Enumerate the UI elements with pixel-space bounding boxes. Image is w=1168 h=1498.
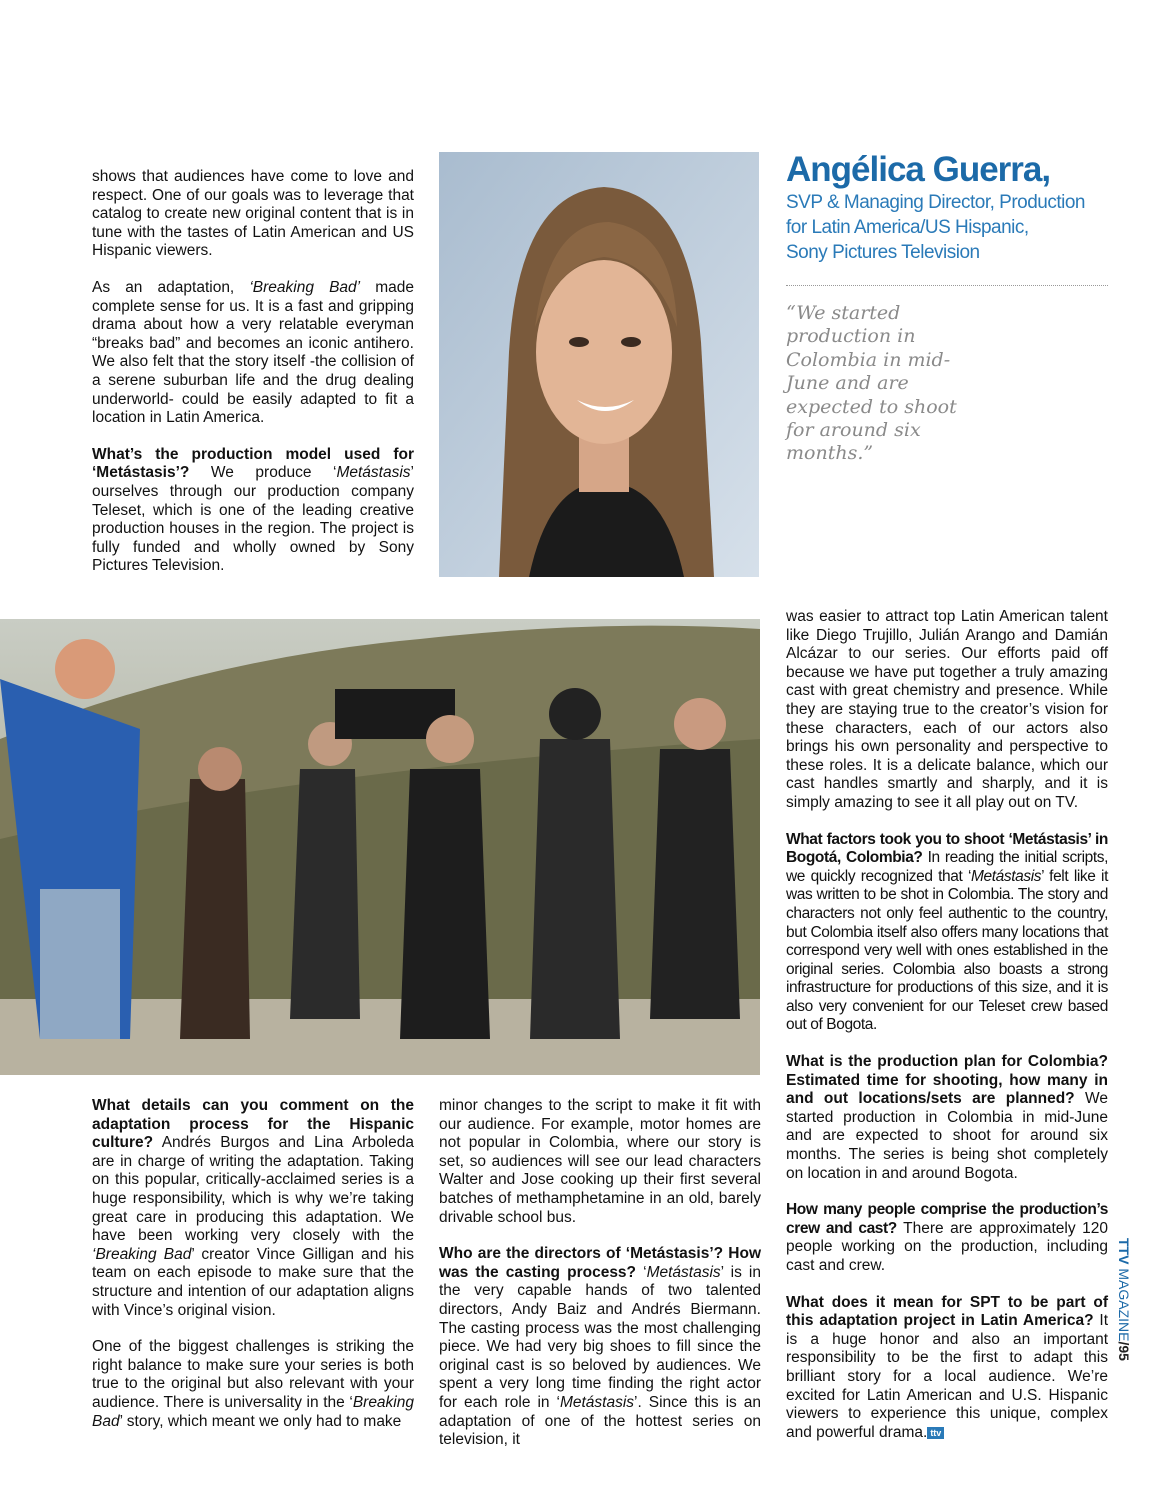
folio-magazine: MAGAZINE: [1116, 1264, 1132, 1342]
qa-spt: What does it mean for SPT to be part of this adaptation project in Latin America? It is a huge honor and also an important responsibility to be the first to adapt this brilliant story for a local audience. We’re excited for Latin American and U.S. Hispanic viewers to experience this unique, complex and powerful drama. ttv: [786, 1293, 1108, 1441]
profile-role-line: Sony Pictures Television: [786, 242, 980, 263]
profile-role-line: for Latin America/US Hispanic,: [786, 217, 1029, 238]
intro-paragraph-2: As an adaptation, ‘Breaking Bad’ made complete sense for us. It is a fast and gripping drama about how a very relatable everyman “breaks bad” and becomes an iconic antihero. We also felt that the story itself -the collision of a serene suburban life and the drug dealing underworld- could be easily adapted to fit a location in Latin America.: [92, 278, 414, 427]
intro-qa-1: What’s the production model used for ‘Metástasis’? We produce ‘Metástasis’ ourselves through our production company Teleset, which is one of the leading creative production houses in the region. The project is fully funded and wholly owned by Sony Pictures Television.: [92, 445, 414, 575]
page-folio: [1116, 1238, 1132, 1361]
end-mark-logo: ttv: [927, 1427, 944, 1439]
bottom-column-2: [439, 1097, 761, 1468]
qa-directors: Who are the directors of ‘Metástasis’? How was the casting process? ‘Metástasis’ is in the very capable hands of two talented directors, Andy Baiz and Andrés Biermann. The casting process was the most challenging piece. We had very big shoes to fill since the original cast is so beloved by audiences. We spent a very long time finding the right actor for each role in ‘Metástasis’. Since this is an adaptation of one of the hottest series on television, it: [439, 1245, 761, 1449]
paragraph-balance: One of the biggest challenges is striking the right balance to make sure your series is both true to the original but also relevant with your audience. There is universality in the ‘Breaking Bad’ story, which meant we only had to make: [92, 1338, 414, 1430]
portrait-illustration: [439, 152, 759, 577]
pull-quote: “We started production in Colombia in mid-June and are expected to shoot for around six months.”: [786, 302, 957, 465]
qa-bogota: What factors took you to shoot ‘Metástasis’ in Bogotá, Colombia? In reading the initial scripts, we quickly recognized that ‘Metástasis’ felt like it was written to be shot in Colombia. The story and characters not only feel authentic to the country, but Colombia itself also offers many locations that correspond very well with ones established in the original series. Colombia also boasts a strong infrastructure for productions of this size, and it is also very convenient for our Teleset crew based out of Bogota.: [786, 830, 1109, 1034]
profile-name: Angélica Guerra,: [786, 150, 1051, 189]
qa-production-plan: What is the production plan for Colombia? Estimated time for shooting, how many in and out locations/sets are planned? We started production in Colombia in mid-June and are expected to shoot for around six months. The series is being shot completely on location in and around Bogota.: [786, 1053, 1108, 1182]
set-photo: [0, 619, 760, 1075]
right-column: [786, 608, 1108, 1460]
set-photo-illustration: [0, 619, 760, 1075]
folio-brand: TTV: [1116, 1238, 1132, 1265]
qa-crew: How many people comprise the production’s crew and cast? There are approximately 120 people working on the production, including cast and crew.: [786, 1201, 1108, 1274]
intro-column: [92, 168, 414, 594]
intro-paragraph-1: shows that audiences have come to love and respect. One of our goals was to leverage that catalog to create new original content that is in tune with the tastes of Latin American and US Hispanic viewers.: [92, 168, 414, 260]
paragraph-talent: was easier to attract top Latin American talent like Diego Trujillo, Julián Arango and Damián Alcázar to our series. Our efforts paid off because we have put together a truly amazing cast with great chemistry and presence. While they are staying true to the creator’s vision for these characters, each of our actors also brings his own personality and perspective to these roles. It is a delicate balance, which our cast handles smartly and sharply, and it is simply amazing to see it all play out on TV.: [786, 608, 1108, 811]
profile-role-line: SVP & Managing Director, Production: [786, 192, 1085, 213]
page-number: /95: [1116, 1341, 1132, 1361]
portrait-photo: [439, 152, 759, 577]
qa-adaptation: What details can you comment on the adaptation process for the Hispanic culture? Andrés Burgos and Lina Arboleda are in charge of writing the adaptation. Taking on this popular, critically-acclaimed series is a huge responsibility, which is why we’re taking great care in producing this adaptation. We have been working very closely with the ‘Breaking Bad’ creator Vince Gilligan and his team on each episode to make sure that the structure and intention of our adaptation aligns with Vince’s original vision.: [92, 1097, 414, 1319]
paragraph-script-changes: minor changes to the script to make it fit with our audience. For example, motor homes are not popular in Colombia, where our story is set, so audiences will see our lead characters Walter and Jose cooking up their first several batches of methamphetamine in an old, barely drivable school bus.: [439, 1097, 761, 1226]
profile-role: [786, 190, 1116, 265]
profile-divider: [786, 285, 1108, 286]
bottom-column-1: [92, 1097, 414, 1449]
